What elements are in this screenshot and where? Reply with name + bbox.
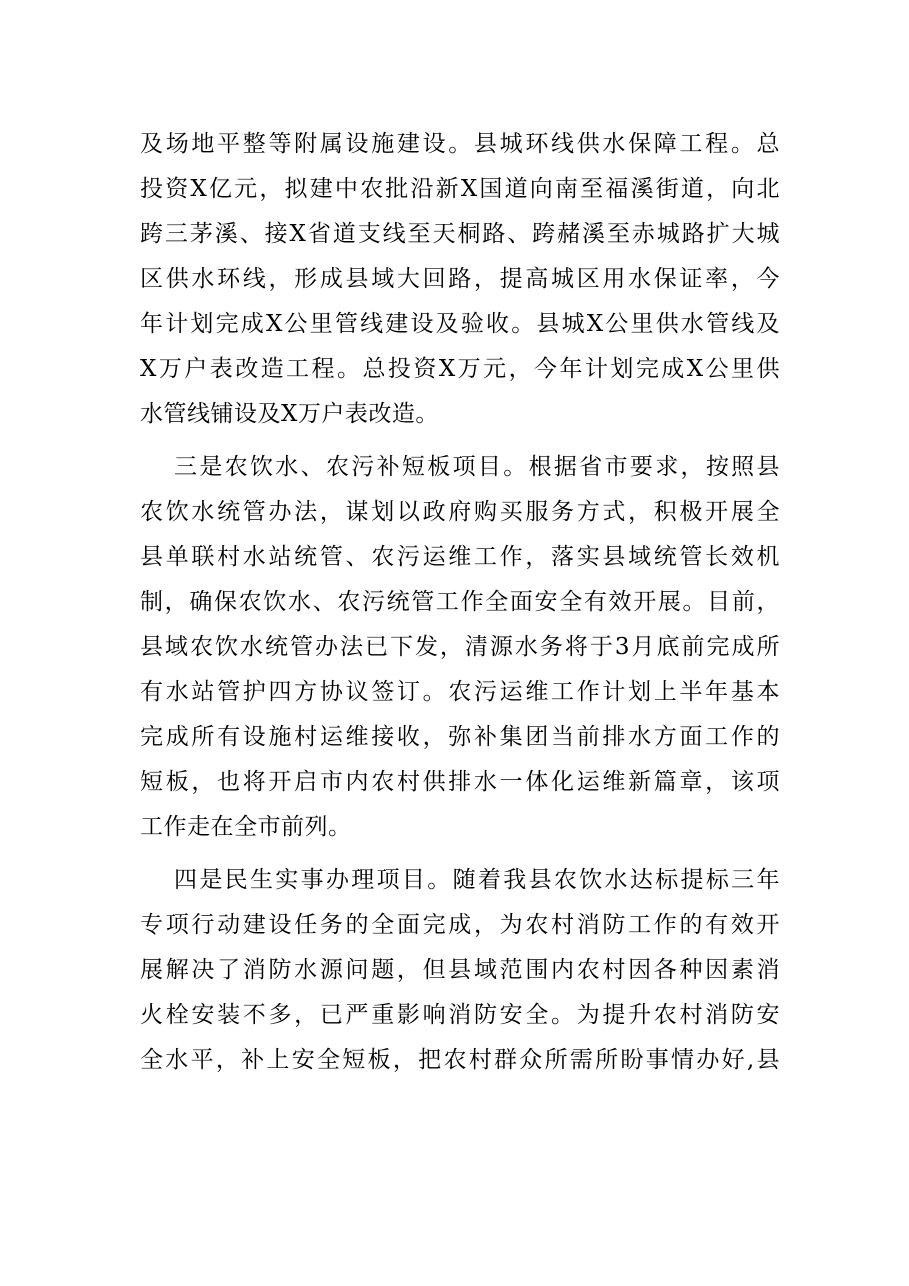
paragraph-3 — [140, 858, 780, 1083]
paragraph-line: 跨三茅溪、接X省道支线至天桐路、跨赭溪至赤城路扩大城 — [140, 221, 780, 247]
paragraph-line: 有水站管护四方协议签订。农污运维工作计划上半年基本 — [140, 679, 780, 705]
paragraph-line: 县单联村水站统管、农污运维工作，落实县域统管长效机 — [140, 544, 780, 570]
paragraph-gap — [140, 437, 780, 445]
paragraph-1 — [140, 122, 780, 437]
paragraph-line: 水管线铺设及X万户表改造。 — [140, 401, 439, 427]
paragraph-line: 农饮水统管办法，谋划以政府购买服务方式，积极开展全 — [140, 499, 780, 525]
paragraph-2 — [140, 445, 780, 850]
paragraph-line: 四是民生实事办理项目。随着我县农饮水达标提标三年 — [174, 867, 780, 893]
paragraph-line: 投资X亿元，拟建中农批沿新X国道向南至福溪街道，向北 — [140, 176, 780, 202]
paragraph-line: 展解决了消防水源问题，但县域范围内农村因各种因素消 — [140, 957, 780, 983]
paragraph-line: 县域农饮水统管办法已下发，清源水务将于3月底前完成所 — [140, 634, 780, 660]
paragraph-line: 工作走在全市前列。 — [140, 814, 352, 840]
paragraph-line: 区供水环线，形成县域大回路，提高城区用水保证率，今 — [140, 266, 780, 292]
paragraph-line: 年计划完成X公里管线建设及验收。县城X公里供水管线及 — [140, 311, 780, 337]
paragraph-line: 完成所有设施村运维接收，弥补集团当前排水方面工作的 — [140, 724, 780, 750]
paragraph-line: 制，确保农饮水、农污统管工作全面安全有效开展。目前， — [140, 589, 780, 615]
paragraph-line: 专项行动建设任务的全面完成，为农村消防工作的有效开 — [140, 912, 780, 938]
paragraph-line: X万户表改造工程。总投资X万元，今年计划完成X公里供 — [140, 356, 780, 382]
paragraph-line: 火栓安装不多，已严重影响消防安全。为提升农村消防安 — [140, 1002, 780, 1028]
paragraph-line: 全水平，补上安全短板，把农村群众所需所盼事情办好,县 — [140, 1047, 780, 1073]
paragraph-gap — [140, 850, 780, 858]
paragraph-line: 三是农饮水、农污补短板项目。根据省市要求，按照县 — [174, 454, 780, 480]
paragraph-line: 及场地平整等附属设施建设。县城环线供水保障工程。总 — [140, 131, 780, 157]
paragraph-line: 短板，也将开启市内农村供排水一体化运维新篇章，该项 — [140, 769, 780, 795]
document-body — [140, 122, 780, 1083]
